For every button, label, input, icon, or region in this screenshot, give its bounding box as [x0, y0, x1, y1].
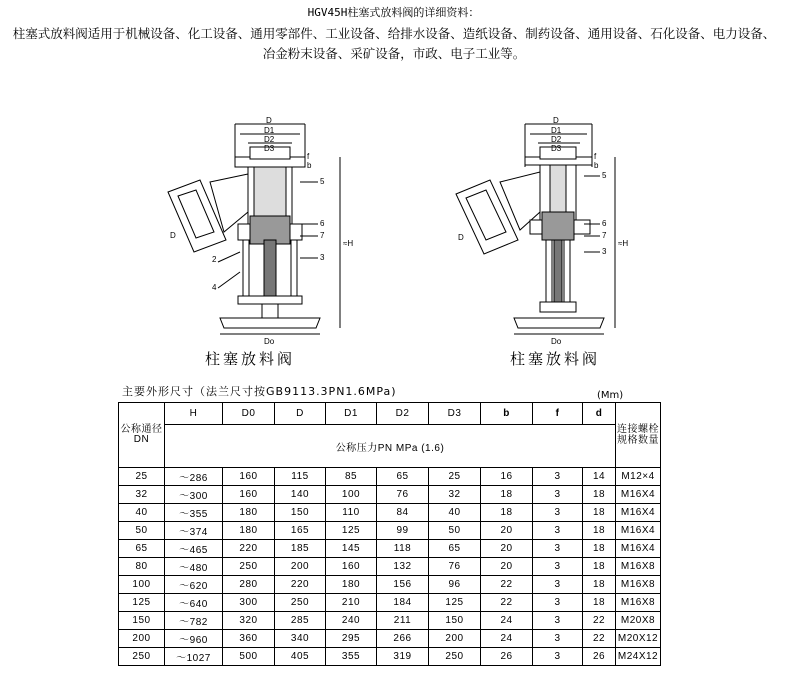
svg-text:5: 5	[602, 171, 607, 180]
table-cell: M16X4	[616, 540, 661, 558]
table-cell: 3	[533, 468, 583, 486]
table-cell: 145	[326, 540, 377, 558]
table-cell: ～960	[165, 630, 223, 648]
svg-text:D: D	[553, 116, 559, 125]
table-cell: 160	[223, 486, 275, 504]
table-row	[119, 522, 661, 540]
table-cell: 99	[377, 522, 429, 540]
table-cell: 18	[583, 486, 616, 504]
table-cell: 16	[481, 468, 533, 486]
left-caption: 柱塞放料阀	[205, 350, 296, 368]
table-cell: 25	[429, 468, 481, 486]
table-cell: 340	[275, 630, 326, 648]
svg-text:≈H: ≈H	[343, 239, 354, 248]
table-cell: ～465	[165, 540, 223, 558]
table-cell: 150	[429, 612, 481, 630]
table-cell: M12×4	[616, 468, 661, 486]
table-cell: 24	[481, 630, 533, 648]
table-cell: 40	[429, 504, 481, 522]
pressure-label: 公称压力PN MPa (1.6)	[165, 425, 616, 468]
table-cell: 180	[326, 576, 377, 594]
table-cell: 65	[429, 540, 481, 558]
col-header: D0	[223, 403, 275, 425]
table-cell: 160	[326, 558, 377, 576]
table-cell: 84	[377, 504, 429, 522]
table-cell: 320	[223, 612, 275, 630]
table-cell: 14	[583, 468, 616, 486]
table-cell: 250	[275, 594, 326, 612]
svg-text:6: 6	[320, 219, 325, 228]
table-cell: 24	[481, 612, 533, 630]
table-cell: M20X12	[616, 630, 661, 648]
table-cell: 500	[223, 648, 275, 666]
table-cell: 200	[275, 558, 326, 576]
table-cell: 85	[326, 468, 377, 486]
table-cell: M16X8	[616, 594, 661, 612]
table-row	[119, 486, 661, 504]
conn-header: 连接螺栓规格数量	[616, 403, 661, 468]
table-cell: 250	[119, 648, 165, 666]
col-header: D3	[429, 403, 481, 425]
table-cell: 50	[119, 522, 165, 540]
col-header: H	[165, 403, 223, 425]
svg-text:D3: D3	[551, 144, 562, 153]
table-cell: 150	[119, 612, 165, 630]
table-cell: 125	[429, 594, 481, 612]
svg-text:7: 7	[320, 231, 325, 240]
table-cell: 26	[583, 648, 616, 666]
table-cell: 156	[377, 576, 429, 594]
table-row	[119, 594, 661, 612]
table-cell: 280	[223, 576, 275, 594]
table-cell: 3	[533, 558, 583, 576]
table-cell: M16X8	[616, 558, 661, 576]
table-cell: 76	[429, 558, 481, 576]
svg-text:6: 6	[602, 219, 607, 228]
table-cell: 76	[377, 486, 429, 504]
table-cell: 18	[481, 504, 533, 522]
table-cell: 3	[533, 486, 583, 504]
table-cell: 25	[119, 468, 165, 486]
svg-text:5: 5	[320, 177, 325, 186]
table-cell: 250	[223, 558, 275, 576]
table-cell: 160	[223, 468, 275, 486]
table-caption: 主要外形尺寸（法兰尺寸按GB9113.3PN1.6MPa)	[122, 385, 397, 398]
table-cell: ～620	[165, 576, 223, 594]
table-cell: 355	[326, 648, 377, 666]
table-cell: ～1027	[165, 648, 223, 666]
svg-text:D: D	[458, 233, 464, 242]
table-cell: 165	[275, 522, 326, 540]
table-cell: 80	[119, 558, 165, 576]
svg-text:3: 3	[320, 253, 325, 262]
table-cell: 65	[119, 540, 165, 558]
table-cell: 3	[533, 522, 583, 540]
right-valve-drawing	[456, 124, 615, 334]
table-cell: 22	[583, 630, 616, 648]
table-cell: 200	[119, 630, 165, 648]
svg-text:b: b	[594, 161, 599, 170]
svg-text:Do: Do	[551, 337, 562, 346]
valve-drawings	[0, 112, 787, 352]
table-cell: 96	[429, 576, 481, 594]
table-cell: 210	[326, 594, 377, 612]
svg-text:b: b	[307, 161, 312, 170]
table-cell: M16X4	[616, 504, 661, 522]
intro-paragraph: 柱塞式放料阀适用于机械设备、化工设备、通用零部件、工业设备、给排水设备、造纸设备、制药设备、通用设备、石化设备、电力设备、冶金粉末设备、采矿设备，市政、电子工业等。	[12, 26, 776, 61]
table-cell: 18	[583, 540, 616, 558]
table-cell: M16X4	[616, 486, 661, 504]
table-cell: 319	[377, 648, 429, 666]
right-caption: 柱塞放料阀	[510, 350, 601, 368]
table-cell: 405	[275, 648, 326, 666]
table-cell: 125	[119, 594, 165, 612]
table-cell: 18	[481, 486, 533, 504]
page-title: HGV45H柱塞式放料阀的详细资料：	[307, 6, 480, 19]
svg-text:D: D	[266, 116, 272, 125]
table-cell: 18	[583, 576, 616, 594]
svg-text:f: f	[307, 152, 310, 161]
table-cell: ～286	[165, 468, 223, 486]
table-cell: 3	[533, 504, 583, 522]
table-cell: 200	[429, 630, 481, 648]
table-cell: 18	[583, 504, 616, 522]
col-header: D2	[377, 403, 429, 425]
table-cell: 65	[377, 468, 429, 486]
table-cell: ～355	[165, 504, 223, 522]
table-cell: 3	[533, 594, 583, 612]
table-cell: 20	[481, 558, 533, 576]
table-cell: 3	[533, 612, 583, 630]
table-cell: 22	[583, 612, 616, 630]
table-cell: ～480	[165, 558, 223, 576]
table-cell: 20	[481, 540, 533, 558]
left-valve-drawing	[168, 124, 340, 334]
table-cell: 266	[377, 630, 429, 648]
table-cell: 220	[223, 540, 275, 558]
table-cell: ～374	[165, 522, 223, 540]
svg-text:D2: D2	[551, 135, 562, 144]
table-row	[119, 612, 661, 630]
svg-text:≈H: ≈H	[618, 239, 629, 248]
table-cell: 22	[481, 576, 533, 594]
table-cell: 3	[533, 576, 583, 594]
col-header: d	[583, 403, 616, 425]
svg-text:3: 3	[602, 247, 607, 256]
table-cell: M20X8	[616, 612, 661, 630]
table-cell: 140	[275, 486, 326, 504]
svg-text:Do: Do	[264, 337, 275, 346]
table-cell: 3	[533, 648, 583, 666]
dimension-table	[118, 402, 661, 666]
table-cell: 285	[275, 612, 326, 630]
table-cell: 150	[275, 504, 326, 522]
svg-text:D: D	[170, 231, 176, 240]
table-row	[119, 468, 661, 486]
unit-label: (Mm)	[597, 390, 624, 401]
svg-text:D1: D1	[264, 126, 275, 135]
table-row	[119, 648, 661, 666]
table-cell: M24X12	[616, 648, 661, 666]
svg-text:D2: D2	[264, 135, 275, 144]
col-header: f	[533, 403, 583, 425]
table-cell: 50	[429, 522, 481, 540]
table-cell: 220	[275, 576, 326, 594]
svg-text:D3: D3	[264, 144, 275, 153]
table-cell: ～640	[165, 594, 223, 612]
table-cell: 211	[377, 612, 429, 630]
table-cell: 125	[326, 522, 377, 540]
svg-text:f: f	[594, 152, 597, 161]
svg-text:2: 2	[212, 255, 217, 264]
table-cell: 32	[119, 486, 165, 504]
table-row	[119, 540, 661, 558]
table-cell: 118	[377, 540, 429, 558]
col-header: D1	[326, 403, 377, 425]
table-cell: 20	[481, 522, 533, 540]
table-cell: 110	[326, 504, 377, 522]
table-cell: 132	[377, 558, 429, 576]
table-cell: 18	[583, 522, 616, 540]
col-header: D	[275, 403, 326, 425]
table-cell: 40	[119, 504, 165, 522]
table-cell: 18	[583, 594, 616, 612]
table-cell: M16X8	[616, 576, 661, 594]
table-cell: ～300	[165, 486, 223, 504]
table-row	[119, 558, 661, 576]
table-cell: ～782	[165, 612, 223, 630]
table-cell: 18	[583, 558, 616, 576]
table-cell: 180	[223, 504, 275, 522]
col-header: b	[481, 403, 533, 425]
table-cell: 184	[377, 594, 429, 612]
table-cell: 360	[223, 630, 275, 648]
table-cell: 180	[223, 522, 275, 540]
table-cell: 3	[533, 630, 583, 648]
svg-text:7: 7	[602, 231, 607, 240]
table-cell: 22	[481, 594, 533, 612]
table-row	[119, 576, 661, 594]
table-cell: 115	[275, 468, 326, 486]
table-cell: 240	[326, 612, 377, 630]
table-row	[119, 504, 661, 522]
table-cell: 32	[429, 486, 481, 504]
table-row	[119, 630, 661, 648]
table-cell: 100	[326, 486, 377, 504]
table-cell: 3	[533, 540, 583, 558]
table-cell: 26	[481, 648, 533, 666]
table-cell: 185	[275, 540, 326, 558]
table-cell: M16X4	[616, 522, 661, 540]
svg-text:4: 4	[212, 283, 217, 292]
dn-header: 公称通径DN	[119, 403, 165, 468]
table-cell: 250	[429, 648, 481, 666]
table-cell: 300	[223, 594, 275, 612]
table-cell: 100	[119, 576, 165, 594]
table-cell: 295	[326, 630, 377, 648]
svg-text:D1: D1	[551, 126, 562, 135]
